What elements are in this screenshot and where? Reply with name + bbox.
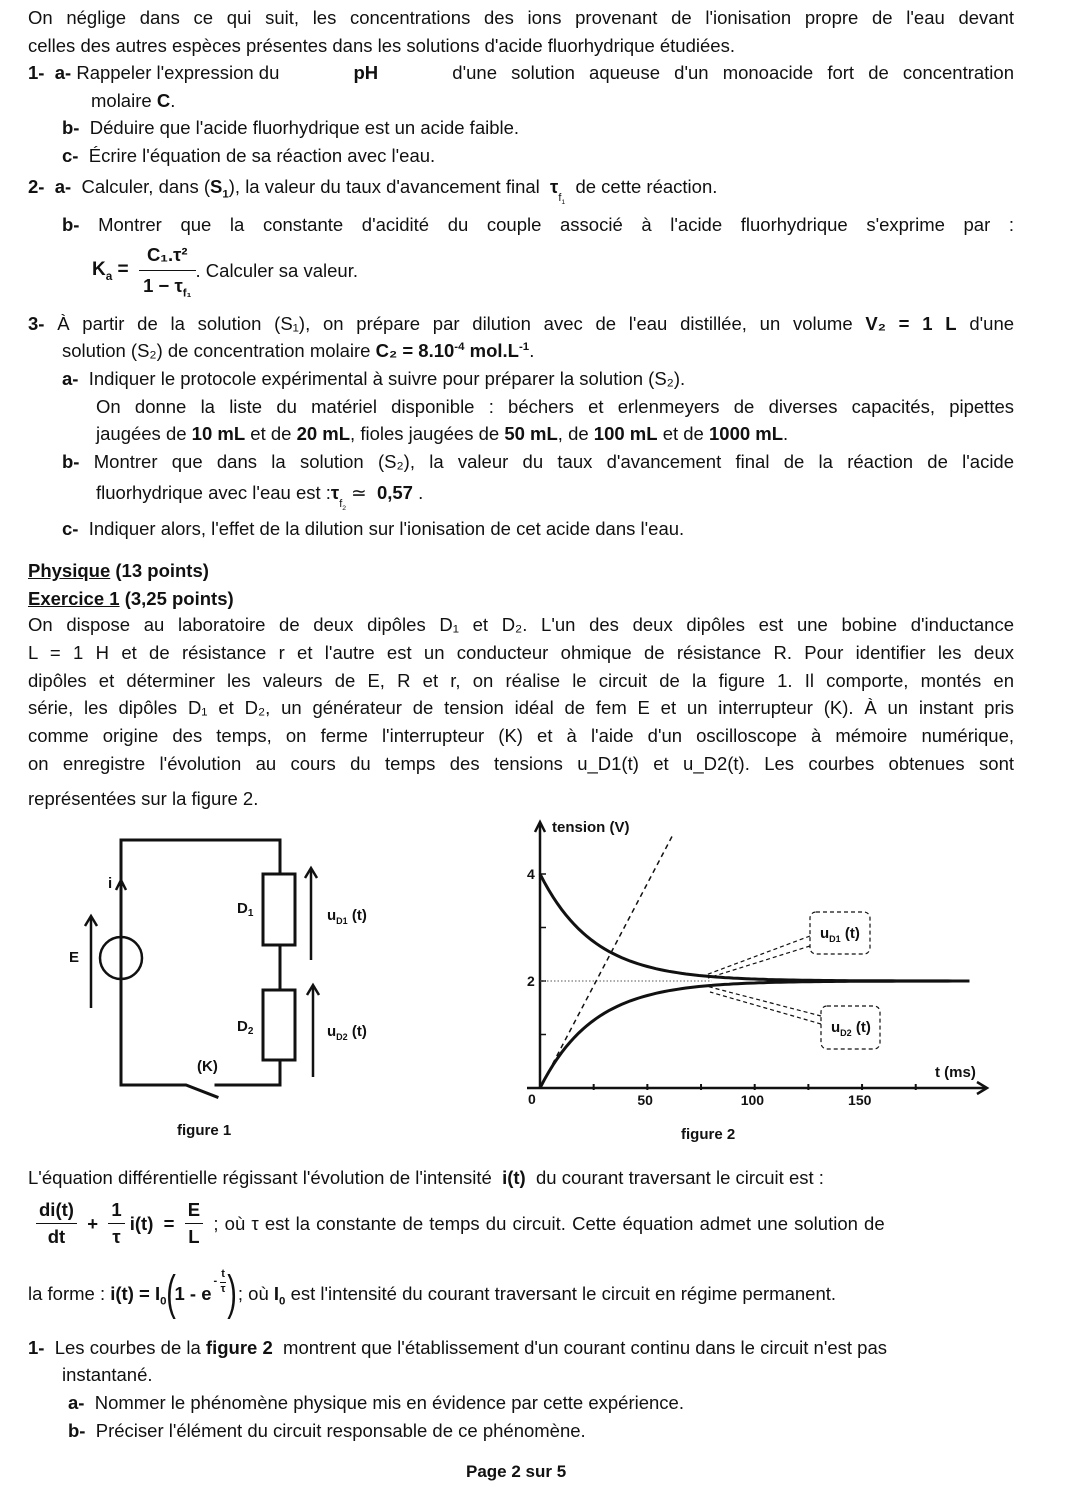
text: Rappeler l'expression du [76, 62, 280, 83]
section-points: (13 points) [115, 560, 209, 581]
equals-sign: = [163, 1212, 175, 1234]
section-title: Physique [28, 560, 111, 581]
leader-ud1 [703, 936, 810, 976]
sub-label: b- [62, 117, 80, 138]
text-bold: pH [353, 62, 379, 83]
y-axis-label: tension (V) [552, 819, 630, 836]
intro-line-2: celles des autres espèces présentes dans les solutions d'acide fluorhydrique étudiées. [28, 35, 735, 56]
chem-q1a-cont: molaire C. [91, 90, 176, 111]
chem-q3b-cont: fluorhydrique avec l'eau est $:\tau_{f_2}$ ≃ 0,57 . [96, 482, 424, 513]
physics-para-1: On dispose au laboratoire de deux dipôles D₁ et D₂. L'un des deux dipôles est une bobine d'inductance [28, 614, 1014, 635]
s1: S [210, 176, 223, 197]
sub-label: a- [62, 368, 79, 389]
text: ; où τ est la constante de temps du circuit. Cette équation admet une solution de [213, 1212, 885, 1234]
x-tick-label-150: 150 [848, 1092, 872, 1108]
text: de cette réaction. [575, 176, 718, 197]
sub-label: a- [68, 1392, 85, 1413]
label-i: i [108, 875, 113, 892]
exponent: - $\frac{t}{\tau}$ [213, 1268, 226, 1295]
tau-symbol: τ [550, 176, 559, 197]
ka-denominator: 1 − τ [143, 275, 183, 297]
exp-den: τ [220, 1282, 226, 1295]
chem-q3a-material-2: jaugées de 10 mL et de 20 mL, fioles jaugées de 50 mL, de 100 mL et de 1000 mL. [96, 423, 789, 444]
text: jaugées de [96, 423, 187, 444]
sub-label: b- [62, 214, 80, 235]
text: et de [662, 423, 704, 444]
text: Calculer, dans ( [81, 176, 211, 197]
text-bold: 1000 mL [709, 423, 784, 444]
q-number: 2- [28, 176, 45, 197]
text: ), la valeur du taux d'avancement final [228, 176, 540, 197]
fraction-1-tau [108, 1199, 124, 1248]
c2-unit-exp: -1 [518, 340, 530, 353]
leader-ud1 [708, 946, 810, 978]
c2-value: C₂ = 8.10 [375, 340, 455, 361]
text: Préciser l'élément du circuit responsable de ce phénomène. [95, 1420, 586, 1441]
text: Déduire que l'acide fluorhydrique est un acide faible. [89, 117, 520, 138]
text: est l'intensité du courant traversant le circuit en régime permanent. [290, 1282, 837, 1304]
text: d'une solution aqueuse d'un monoacide fort de concentration [452, 62, 1014, 83]
phys-q1 [28, 1337, 887, 1359]
ka-numerator: C₁.τ² [139, 244, 196, 271]
text: solution (S₂) de concentration molaire [62, 340, 371, 361]
label-ud1: $u_{D1}$ (t) [327, 907, 367, 926]
text-bold: 10 mL [191, 423, 246, 444]
text-bold: C [156, 90, 171, 111]
text-bold: 100 mL [593, 423, 658, 444]
sub-label: a- [54, 176, 72, 197]
exp-num: t [220, 1268, 226, 1282]
intro-line-1: On néglige dans ce qui suit, les concentrations des ions provenant de l'ionisation propre de l'eau devant [28, 7, 1014, 28]
callout-label-ud2: $u_{D2}$ (t) [831, 1019, 871, 1038]
figure-2-caption: figure 2 [681, 1126, 736, 1143]
plus-sign: + [87, 1212, 99, 1234]
text: Indiquer alors, l'effet de la dilution sur l'ionisation de cet acide dans l'eau. [88, 518, 685, 539]
sub-label: a- [54, 62, 72, 83]
text: molaire [91, 90, 152, 111]
text: fluorhydrique avec l'eau est : [96, 482, 331, 503]
sub-label: b- [62, 451, 80, 472]
y-tick-label-2: 2 [527, 973, 535, 989]
q-number: 3- [28, 313, 45, 334]
x-tick-label-0: 0 [528, 1091, 536, 1107]
physics-para-6: on enregistre l'évolution au cours du temps des tensions u_D1(t) et u_D2(t). Les courbes obtenues sont [28, 753, 1014, 774]
numerator: 1 [108, 1199, 124, 1224]
text-bold: 50 mL [504, 423, 558, 444]
c2-exponent: -4 [454, 340, 465, 353]
solution-formula: la forme : $i(t) = I_0$ ( 1 - e - $\frac{t}{\tau}$ ) ; où $I_0$ est l'intensité du courant traversant le circuit en régime permanent. [28, 1267, 837, 1320]
denominator: dt [47, 1226, 66, 1248]
ka-fraction: $\frac{\text{C₁.τ²}}{1 - \tau_{f_1}}$ [139, 244, 196, 297]
text: , fioles jaugées de [350, 423, 500, 444]
text: montrent que l'établissement d'un courant continu dans le circuit n'est pas [283, 1337, 888, 1358]
fraction-di-dt [36, 1199, 77, 1248]
text: Nommer le phénomène physique mis en évidence par cette expérience. [94, 1392, 684, 1413]
numerator: di(t) [36, 1199, 77, 1224]
label-d2: $D_2$ [237, 1018, 254, 1037]
chem-q3-intro-2: solution (S₂) de concentration molaire $C_2 = 8.10^{-4}$ $mol.L^{-1}$. [62, 340, 535, 361]
leader-ud2 [710, 992, 821, 1024]
text: ; où [237, 1282, 269, 1304]
page-number: Page 2 sur 5 [466, 1462, 567, 1481]
text: Les courbes de la [54, 1337, 201, 1358]
v2-value: V₂ = 1 L [865, 313, 957, 334]
denominator: τ [112, 1226, 121, 1248]
label-d1: $D_1$ [237, 900, 254, 919]
phys-q1-cont: instantané. [62, 1364, 153, 1385]
label-e: E [69, 949, 80, 966]
text: , de [557, 423, 589, 444]
callout-label-ud1: $u_{D1}$ (t) [820, 925, 860, 944]
text-bold: 20 mL [296, 423, 351, 444]
text: Écrire l'équation de sa réaction avec l'eau. [88, 145, 436, 166]
x-tick-label-100: 100 [740, 1092, 765, 1108]
x-tick-label-50: 50 [637, 1092, 653, 1108]
text: du courant traversant le circuit est : [536, 1167, 824, 1188]
text: Montrer que la constante d'acidité du couple associé à l'acide fluorhydrique s'exprime par : [98, 214, 1015, 235]
denominator: L [188, 1226, 200, 1248]
y-tick-label-4: 4 [527, 866, 535, 882]
fraction-e-l [185, 1199, 203, 1248]
text: et de [250, 423, 292, 444]
phys-q1b [68, 1420, 586, 1442]
sub-label: c- [62, 145, 79, 166]
physics-para-3: dipôles et déterminer les valeurs de E, R et r, on réalise le circuit de la figure 1. Il comporte, montés en [28, 670, 1014, 691]
text: Montrer que dans la solution (S₂), la valeur du taux d'avancement final de la réaction de l'acide [93, 451, 1015, 472]
ka-label: K [92, 259, 106, 281]
text-bold: i(t) [502, 1167, 526, 1188]
diffeq-intro [28, 1167, 824, 1189]
leader-ud2 [706, 986, 821, 1016]
text: . Calculer sa valeur. [195, 259, 358, 281]
sub-label: b- [68, 1420, 86, 1441]
physics-para-7: représentées sur la figure 2. [28, 788, 259, 809]
tangent-line [540, 835, 673, 1088]
q-number: 1- [28, 62, 45, 83]
q-number: 1- [28, 1337, 45, 1358]
text: Indiquer le protocole expérimental à suivre pour préparer la solution (S₂). [88, 368, 686, 389]
tau-f2-value: 0,57 [376, 482, 413, 503]
exercise-title: Exercice 1 [28, 588, 120, 609]
text: d'une [969, 313, 1015, 334]
curve-ud2 [540, 981, 969, 1088]
ka-formula: $K_a$ = $\frac{\text{C₁.τ²}}{1 - \tau_{f_1}}$ . Calculer sa valeur. [92, 244, 358, 300]
diffeq-formula [36, 1199, 885, 1248]
label-k: (K) [197, 1058, 218, 1075]
sub-label: c- [62, 518, 79, 539]
figure-1-caption: figure 1 [177, 1122, 232, 1139]
physics-para-4: série, les dipôles D₁ et D₂, un générateur de tension idéal de fem E et un interrupteur (K). À un instant pris [28, 697, 1014, 718]
text: la forme : [28, 1282, 106, 1304]
i0: I [273, 1282, 280, 1304]
numerator: E [185, 1199, 203, 1224]
lhs: i(t) = I [110, 1282, 161, 1304]
physics-para-5: comme origine des temps, on ferme l'interrupteur (K) et à l'aide d'un oscilloscope à mémoire numérique, [28, 725, 1014, 746]
label-ud2: $u_{D2}$ (t) [327, 1023, 367, 1042]
phys-q1a [68, 1392, 684, 1414]
chem-q3a-material-1: On donne la liste du matériel disponible : béchers et erlenmeyers de diverses capacités, pipettes [96, 396, 1014, 417]
physics-para-2: L = 1 H et de résistance r et l'autre est un conducteur ohmique de résistance R. Pour identifier les deux [28, 642, 1014, 663]
exercise-points: (3,25 points) [124, 588, 234, 609]
text-bold: i(t) [129, 1212, 154, 1234]
chem-q2a: 2- a- Calculer, dans $(S_1)$, la valeur du taux d'avancement final $\tau_{f_1}$ de cette réaction. [28, 176, 718, 207]
exp-term: 1 - e [174, 1282, 212, 1304]
text-bold: figure 2 [205, 1337, 273, 1358]
text: À partir de la solution (S₁), on prépare par dilution avec de l'eau distillée, un volume [57, 313, 853, 334]
text: L'équation différentielle régissant l'évolution de l'intensité [28, 1167, 492, 1188]
x-axis-label: t (ms) [935, 1064, 976, 1081]
c2-unit: mol.L [469, 340, 519, 361]
